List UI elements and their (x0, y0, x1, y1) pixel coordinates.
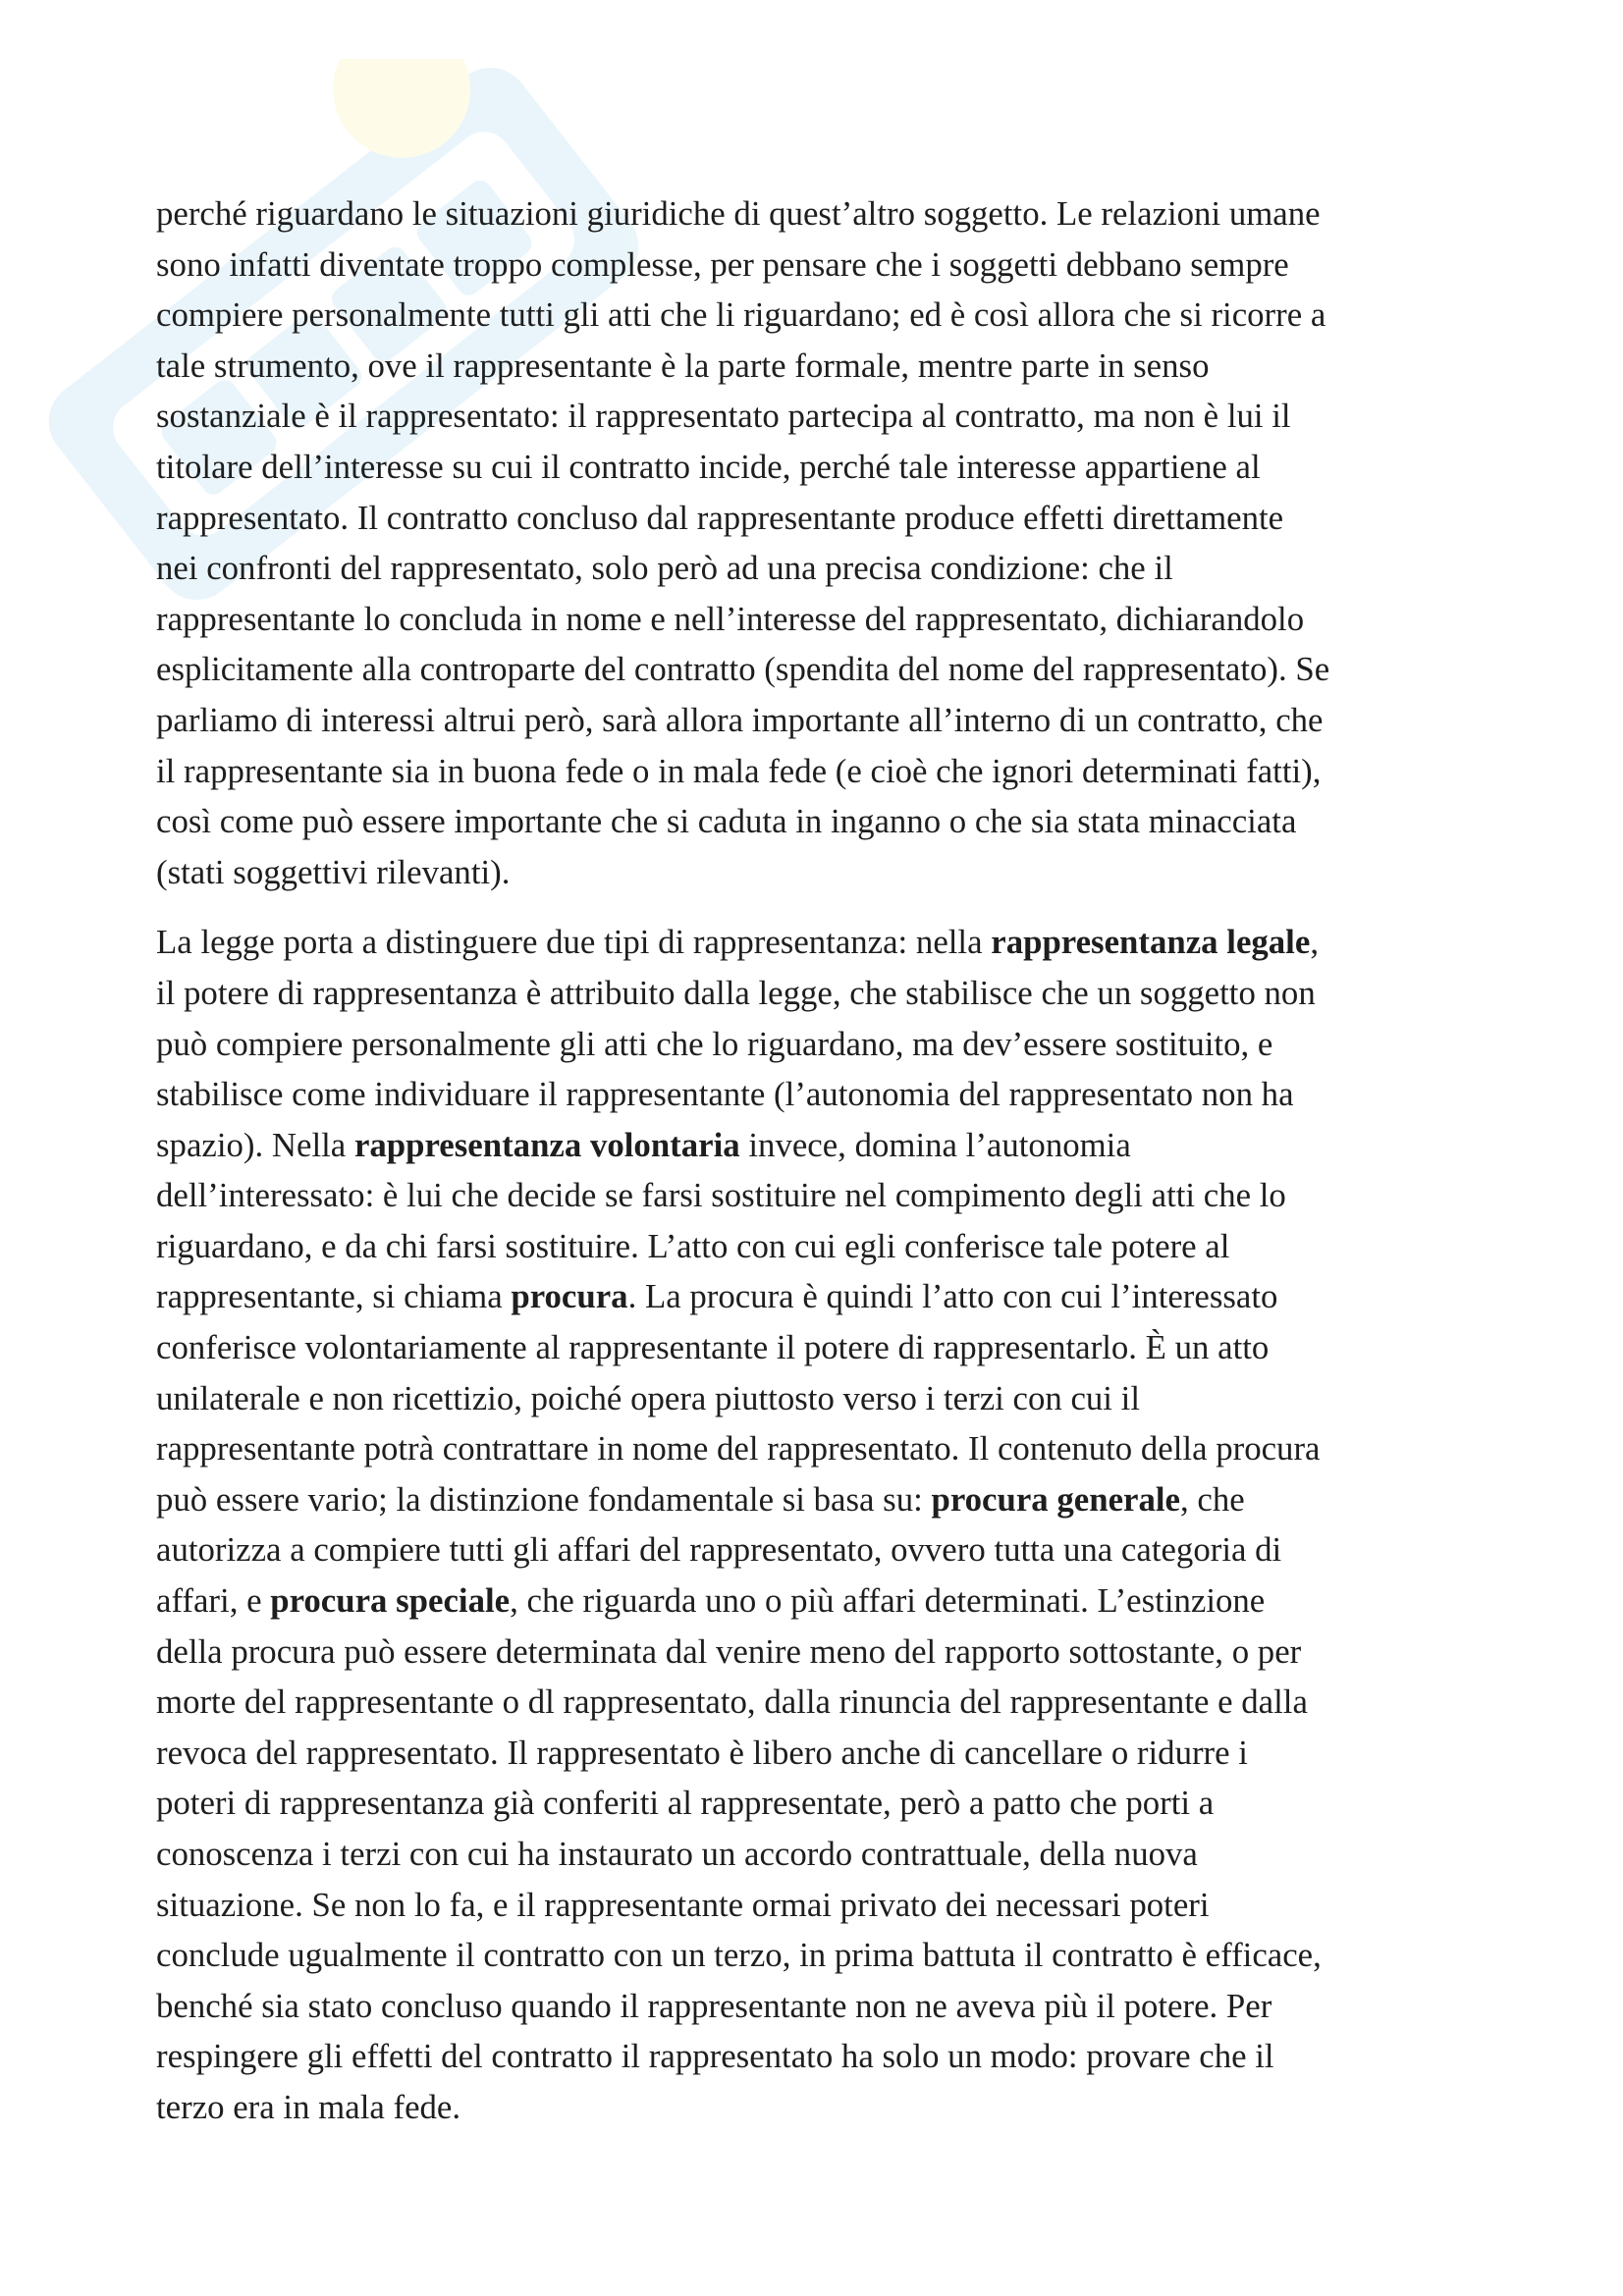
text-segment: rappresentato. Il contratto concluso dal rappresentante produce effetti direttamente (156, 498, 1284, 537)
text-segment: poteri di rappresentanza già conferiti al rappresentate, però a patto che porti a (156, 1784, 1215, 1823)
text-segment: sostanziale è il rappresentato: il rappresentato partecipa al contratto, ma non è lui il (156, 397, 1291, 436)
text-line (156, 644, 1472, 695)
text-segment: benché sia stato concluso quando il rappresentante non ne aveva più il potere. Per (156, 1986, 1272, 2025)
text-segment: respingere gli effetti del contratto il rappresentato ha solo un modo: provare che il (156, 2037, 1274, 2076)
text-segment: , (1310, 923, 1320, 962)
text-line (156, 594, 1472, 645)
text-segment: , che riguarda uno o più affari determinati. L’estinzione (510, 1581, 1266, 1621)
text-segment: rappresentante potrà contrattare in nome del rappresentato. Il contenuto della procura (156, 1429, 1321, 1468)
bold-term: procura speciale (270, 1581, 511, 1621)
text-line (156, 1221, 1472, 1272)
text-line (156, 2082, 1472, 2133)
text-segment: sono infatti diventate troppo complesse, per pensare che i soggetti debbano sempre (156, 244, 1289, 284)
document-body (156, 188, 1472, 2133)
bold-term: rappresentanza volontaria (353, 1125, 740, 1164)
text-segment: spazio). Nella (156, 1125, 354, 1164)
text-line (156, 1373, 1472, 1424)
text-line (156, 1271, 1472, 1322)
text-segment: così come può essere importante che si caduta in inganno o che sia stata minacciata (156, 802, 1297, 841)
text-line (156, 1829, 1472, 1880)
text-line (156, 290, 1472, 341)
text-segment: morte del rappresentante o dl rappresentato, dalla rinuncia del rappresentante e dalla (156, 1682, 1308, 1722)
text-line (156, 968, 1472, 1019)
text-segment: titolare dell’interesse su cui il contratto incide, perché tale interesse appartiene al (156, 447, 1261, 486)
text-line (156, 391, 1472, 442)
text-line (156, 1019, 1472, 1070)
text-segment: tale strumento, ove il rappresentante è la parte formale, mentre parte in senso (156, 346, 1210, 385)
text-segment: revoca del rappresentato. Il rappresentato è libero anche di cancellare o ridurre i (156, 1733, 1248, 1772)
text-line (156, 1981, 1472, 2032)
text-segment: conferisce volontariamente al rappresentante il potere di rappresentarlo. È un atto (156, 1328, 1270, 1367)
text-segment: perché riguardano le situazioni giuridiche di quest’altro soggetto. Le relazioni umane (156, 194, 1321, 233)
text-line (156, 493, 1472, 544)
text-line (156, 543, 1472, 594)
text-segment: autorizza a compiere tutti gli affari del rappresentato, ovvero tutta una categoria di (156, 1530, 1282, 1570)
text-segment: può compiere personalmente gli atti che lo riguardano, ma dev’essere sostituito, e (156, 1024, 1273, 1063)
text-segment: (stati soggettivi rilevanti). (156, 852, 511, 891)
text-line (156, 746, 1472, 797)
text-line (156, 1677, 1472, 1728)
text-segment: invece, domina l’autonomia (739, 1125, 1131, 1164)
text-line (156, 1524, 1472, 1575)
text-line (156, 917, 1472, 968)
text-line (156, 1880, 1472, 1931)
text-line (156, 1627, 1472, 1678)
text-segment: rappresentante lo concluda in nome e nell’interesse del rappresentato, dichiarandolo (156, 599, 1305, 638)
text-segment: della procura può essere determinata dal venire meno del rapporto sottostante, o per (156, 1631, 1302, 1671)
text-line (156, 1069, 1472, 1120)
text-line (156, 341, 1472, 392)
text-segment: esplicitamente alla controparte del contratto (spendita del nome del rappresentato). Se (156, 650, 1330, 689)
text-segment: parliamo di interessi altrui però, sarà allora importante all’interno di un contratto, che (156, 700, 1324, 739)
text-segment: compiere personalmente tutti gli atti che li riguardano; ed è così allora che si ricorre a (156, 295, 1326, 335)
text-segment: situazione. Se non lo fa, e il rappresentante ormai privato dei necessari poteri (156, 1885, 1210, 1924)
text-line (156, 796, 1472, 847)
text-line (156, 847, 1472, 898)
text-segment: può essere vario; la distinzione fondamentale si basa su: (156, 1479, 932, 1519)
text-segment: il rappresentante sia in buona fede o in mala fede (e cioè che ignori determinati fatti), (156, 751, 1322, 790)
text-line (156, 442, 1472, 493)
text-line (156, 1728, 1472, 1779)
text-segment: La legge porta a distinguere due tipi di rappresentanza: nella (156, 923, 992, 962)
text-segment: unilaterale e non ricettizio, poiché opera piuttosto verso i terzi con cui il (156, 1378, 1140, 1417)
paragraph (156, 188, 1472, 897)
text-segment: nei confronti del rappresentato, solo però ad una precisa condizione: che il (156, 549, 1173, 588)
text-segment: dell’interessato: è lui che decide se farsi sostituire nel compimento degli atti che lo (156, 1176, 1286, 1215)
paragraph (156, 917, 1472, 2132)
text-line (156, 1322, 1472, 1373)
bold-term: rappresentanza legale (991, 923, 1311, 962)
text-segment: affari, e (156, 1581, 271, 1621)
text-line (156, 1778, 1472, 1829)
text-segment: rappresentante, si chiama (156, 1277, 512, 1316)
text-line (156, 1474, 1472, 1525)
bold-term: procura (511, 1277, 628, 1316)
text-segment: , che (1180, 1479, 1245, 1519)
text-segment: terzo era in mala fede. (156, 2087, 461, 2126)
text-segment: . La procura è quindi l’atto con cui l’interessato (627, 1277, 1278, 1316)
text-line (156, 1423, 1472, 1474)
text-segment: riguardano, e da chi farsi sostituire. L’atto con cui egli conferisce tale potere al (156, 1226, 1230, 1265)
text-line (156, 240, 1472, 291)
text-line (156, 695, 1472, 746)
text-line (156, 188, 1472, 240)
text-line (156, 1930, 1472, 1981)
text-line (156, 1120, 1472, 1171)
text-segment: stabilisce come individuare il rappresentante (l’autonomia del rappresentato non ha (156, 1075, 1294, 1114)
text-line (156, 1575, 1472, 1627)
text-line (156, 1170, 1472, 1221)
text-line (156, 2031, 1472, 2082)
text-segment: conoscenza i terzi con cui ha instaurato un accordo contrattuale, della nuova (156, 1835, 1198, 1873)
text-segment: conclude ugualmente il contratto con un terzo, in prima battuta il contratto è efficace, (156, 1936, 1322, 1975)
bold-term: procura generale (931, 1479, 1180, 1519)
watermark-badge (305, 59, 499, 186)
text-segment: il potere di rappresentanza è attribuito dalla legge, che stabilisce che un soggetto non (156, 973, 1316, 1012)
